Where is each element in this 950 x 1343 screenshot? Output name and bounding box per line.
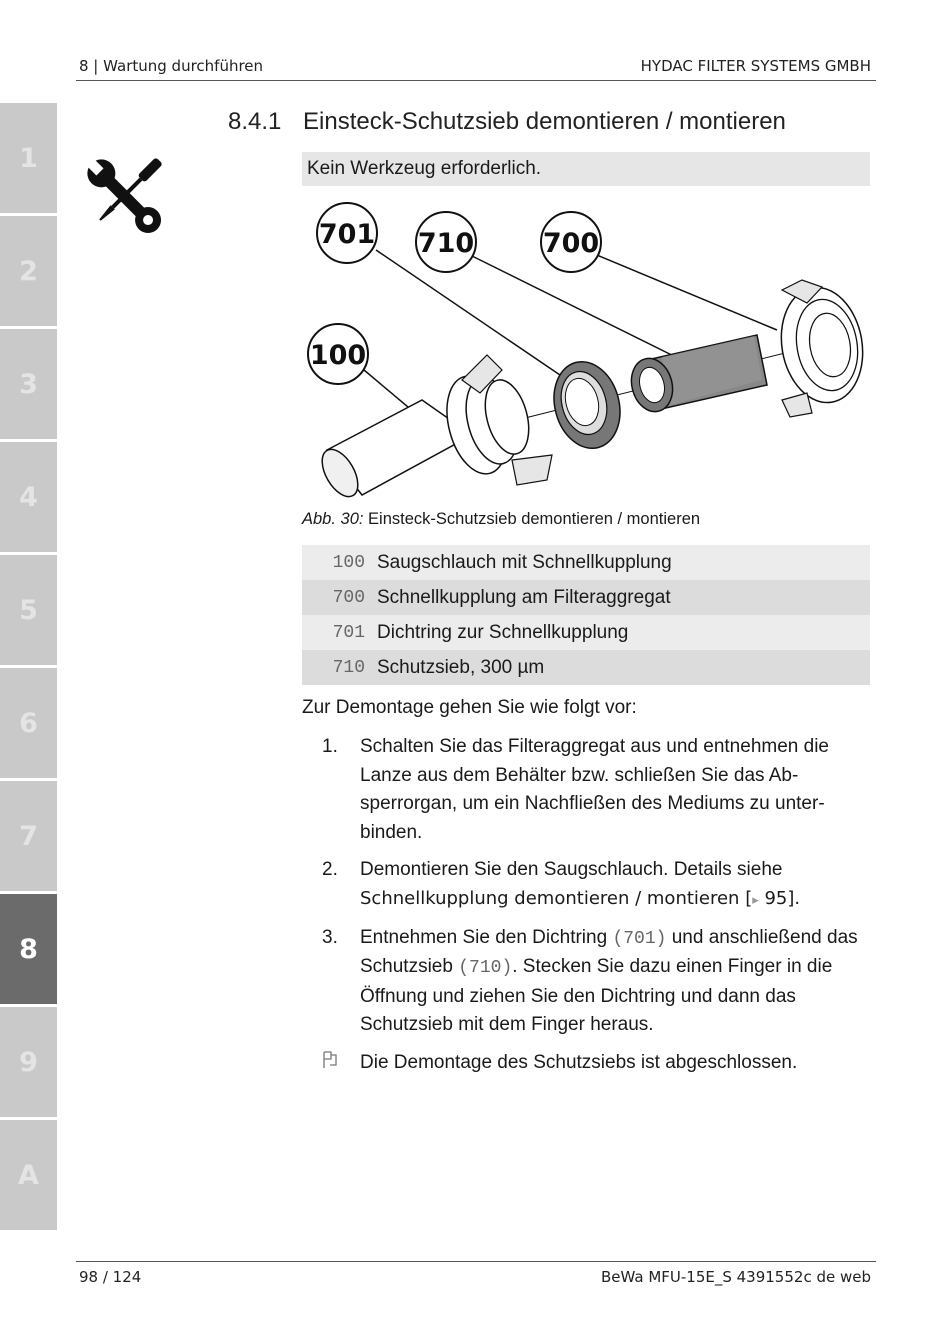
step-text: Schalten Sie das Filteraggregat aus und entnehmen die Lanze aus dem Behälter bzw. schließen Sie das Absperrorgan, um ein Nachfließen des Mediums zu unterbinden. [360, 736, 829, 843]
chapter-tab-1[interactable]: 1 [0, 103, 57, 213]
tool-note: Kein Werkzeug erforderlich. [302, 152, 870, 186]
filter-coupling [773, 280, 872, 417]
chapter-tab-3[interactable]: 3 [0, 329, 57, 439]
legend-row [302, 615, 870, 650]
legend-text: Schnellkupplung am Filteraggregat [377, 586, 671, 608]
page-arrow-icon: ▸ [752, 891, 759, 907]
section-number: 8.4.1 [228, 108, 282, 135]
step-3-text-a: Entnehmen Sie den Dichtring [360, 926, 613, 948]
result-arrow-icon [302, 1049, 360, 1078]
wrench-screwdriver-icon [78, 150, 170, 242]
callout-100 [308, 324, 368, 384]
legend-row [302, 580, 870, 615]
step-3-text-b: und anschließend das Schutzsieb [360, 926, 858, 978]
step-2-text: Demontieren Sie den Saugschlauch. Details siehe [360, 859, 783, 881]
seal-ring [545, 354, 630, 456]
step-2 [302, 856, 874, 914]
chapter-tab-A[interactable]: A [0, 1120, 57, 1230]
callout-100-label: 100 [309, 340, 367, 371]
code-710: (710) [458, 958, 513, 979]
result-text: Die Demontage des Schutzsiebs ist abgeschlossen. [360, 1051, 798, 1073]
callout-710-label: 710 [417, 228, 475, 259]
header-chapter: 8 | Wartung durchführen [79, 57, 264, 75]
step-text [360, 856, 874, 914]
header-company: HYDAC FILTER SYSTEMS GMBH [640, 57, 871, 75]
legend-code: 100 [332, 552, 365, 573]
legend-code: 700 [332, 587, 365, 608]
chapter-tab-8[interactable]: 8 [0, 894, 57, 1004]
chapter-tabs [0, 103, 57, 1233]
footer-divider [76, 1261, 876, 1262]
callout-700 [541, 212, 601, 272]
chapter-tab-7[interactable]: 7 [0, 781, 57, 891]
legend-row [302, 545, 870, 580]
chapter-tab-2[interactable]: 2 [0, 216, 57, 326]
callout-701-label: 701 [318, 219, 376, 250]
step-text [360, 924, 874, 1040]
procedure-intro: Zur Demontage gehen Sie wie folgt vor: [302, 697, 637, 718]
legend-text: Dichtring zur Schnellkupplung [377, 621, 629, 643]
caption-label: Abb. 30: [302, 510, 364, 528]
legend-code: 710 [332, 657, 365, 678]
cross-reference-link[interactable]: Schnellkupplung demontieren / montieren [ [360, 887, 753, 909]
exploded-view-figure [302, 195, 874, 510]
code-701: (701) [612, 928, 667, 949]
caption-text: Einsteck-Schutzsieb demontieren / montieren [363, 510, 701, 528]
chapter-tab-4[interactable]: 4 [0, 442, 57, 552]
legend-text: Saugschlauch mit Schnellkupplung [377, 551, 672, 573]
step-result [302, 1049, 874, 1078]
header-divider [76, 80, 876, 81]
legend-code: 701 [332, 622, 365, 643]
chapter-tab-6[interactable]: 6 [0, 668, 57, 778]
section-title: Einsteck-Schutzsieb demontieren / montieren [303, 108, 786, 135]
strainer [626, 335, 767, 416]
footer-page-number: 98 / 124 [79, 1268, 142, 1286]
callout-701 [317, 203, 377, 263]
step-number: 3. [322, 926, 338, 948]
step-number: 1. [322, 736, 338, 757]
footer-document-id: BeWa MFU-15E_S 4391552c de web [600, 1268, 871, 1286]
legend-text: Schutzsieb, 300 µm [377, 656, 545, 678]
step-number: 2. [322, 859, 338, 881]
chapter-tab-9[interactable]: 9 [0, 1007, 57, 1117]
legend-table [302, 545, 870, 685]
step-1 [302, 733, 874, 847]
chapter-tab-5[interactable]: 5 [0, 555, 57, 665]
figure-caption [302, 510, 700, 529]
step-3 [302, 924, 874, 1040]
callout-710 [416, 212, 476, 272]
legend-row [302, 650, 870, 685]
step-3-text-c: . Stecken Sie dazu einen Finger in die Öffnung und ziehen Sie den Dichtring und dann das Schutzsieb mit dem Finger heraus. [360, 956, 833, 1036]
cross-reference-page[interactable]: 95]. [758, 887, 801, 909]
procedure-steps [302, 733, 874, 1087]
callout-700-label: 700 [542, 228, 600, 259]
